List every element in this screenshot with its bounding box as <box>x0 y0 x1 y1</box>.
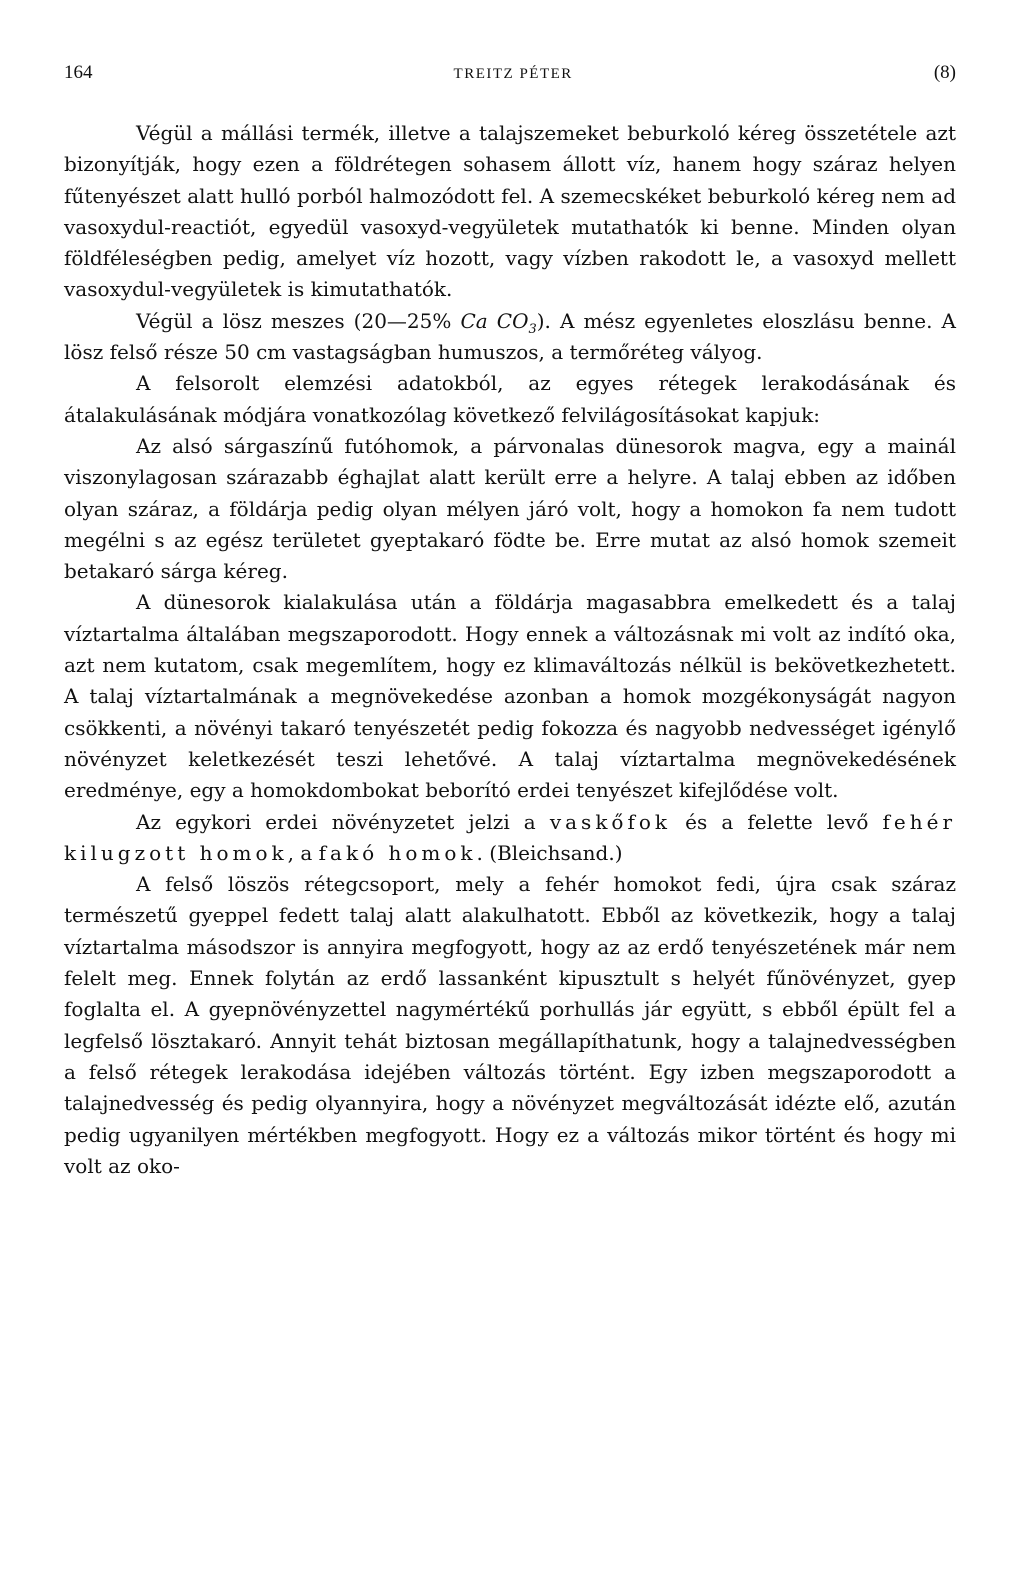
paragraph-4: Az alsó sárgaszínű futóhomok, a párvonalas dünesorok magva, egy a mainál viszonylagosan szárazabb éghajlat alatt került erre a helyre. A talaj ebben az időben olyan száraz, a földárja pedig olyan mélyen járó volt, hogy a homokon fa nem tudott megélni s az egész területet gyeptakaró födte be. Erre mutat az alsó homok szemeit betakaró sárga kéreg. <box>64 433 956 584</box>
section-number: (8) <box>933 62 956 83</box>
chemical-formula-subscript: 3 <box>528 321 537 337</box>
page-number: 164 <box>64 62 93 83</box>
paragraph-2-text-a: Végül a lösz meszes (20—25% <box>136 308 452 333</box>
spaced-term-feher-homok: fehér kilugzott homok <box>64 809 956 865</box>
paragraph-5: A dünesorok kialakulása után a földárja magasabbra emelkedett és a talaj víztartalma általában megszaporodott. Hogy ennek a változásnak mi volt az indító oka, azt nem kutatom, csak megemlítem, hogy ez klimaváltozás nélkül is bekövetkezhetett. A talaj víztartalmának a megnövekedése azonban a homok mozgékonyságát nagyon csökkenti, a növényi takaró tenyészetét pedig fokozza és nagyobb nedvességet igénylő növényzet keletkezését teszi lehetővé. A talaj víztartalma megnövekedésének eredménye, egy a homokdombokat beborító erdei tenyészet kifejlődése volt. <box>64 590 956 803</box>
spaced-term-vaskofok: vaskőfok <box>549 809 672 834</box>
paragraph-1: Végül a mállási termék, illetve a talajszemeket beburkoló kéreg összetétele azt bizonyítják, hogy ezen a földrétegen sohasem állott víz, hanem hogy száraz helyen fűtenyészet alatt hulló porból halmozódott fel. A szemecskéket beburkoló kéreg nem ad vasoxydul-reactiót, egyedül vasoxyd-vegyületek mutathatók ki benne. Minden olyan földféleségben pedig, amelyet víz hozott, vagy vízben rakodott le, a vasoxyd mellett vasoxydul-vegyületek is kimutathatók. <box>64 121 956 302</box>
paragraph-6-text-b: és a felette levő <box>685 809 869 834</box>
running-header <box>64 52 956 94</box>
document-page <box>64 52 956 1182</box>
paragraph-7: A felső löszös rétegcsoport, mely a fehér homokot fedi, újra csak száraz természetű gyeppel fedett talaj alatt alakulhatott. Ebből az következik, hogy a talaj víztartalma másodszor is annyira megfogyott, hogy az az erdő tenyészetének már nem felelt meg. Ennek folytán az erdő lassanként kipusztult s helyét fűnövényzet, gyep foglalta el. A gyepnövényzettel nagymértékű porhullás jár együtt, s ebből épült fel a legfelső lösztakaró. Annyit tehát biztosan megállapíthatunk, hogy a talajnedvességben a felső rétegek lerakodása idejében változás történt. Egy izben megszaporodott a talajnedvesség és pedig olyannyira, hogy a növényzet megváltozását idézte elő, azután pedig ugyanilyen mértékben megfogyott. Hogy ez a változás mikor történt és hogy mi volt az oko- <box>64 872 956 1178</box>
running-title-author: TREITZ PÉTER <box>453 66 573 82</box>
paragraph-6 <box>64 807 956 870</box>
paragraph-6-text-d: . (Bleichsand.) <box>476 840 623 865</box>
paragraph-2 <box>64 306 956 369</box>
paragraph-3: A felsorolt elemzési adatokból, az egyes rétegek lerakodásának és átalakulásának módjára vonatkozólag következő felvilágosításokat kapjuk: <box>64 371 956 427</box>
paragraph-2-text-b: ). A mész egyenletes eloszlásu benne. A lösz felső része 50 cm vastagságban humuszos, a termőréteg vályog. <box>64 308 956 365</box>
paragraph-6-text-c: , a <box>287 840 313 865</box>
body-text <box>64 118 956 1182</box>
spaced-term-fako-homok: fakó homok <box>318 840 477 865</box>
chemical-formula-text: Ca CO <box>460 308 529 333</box>
chemical-formula <box>460 308 537 337</box>
paragraph-6-text-a: Az egykori erdei növényzetet jelzi a <box>136 809 536 834</box>
